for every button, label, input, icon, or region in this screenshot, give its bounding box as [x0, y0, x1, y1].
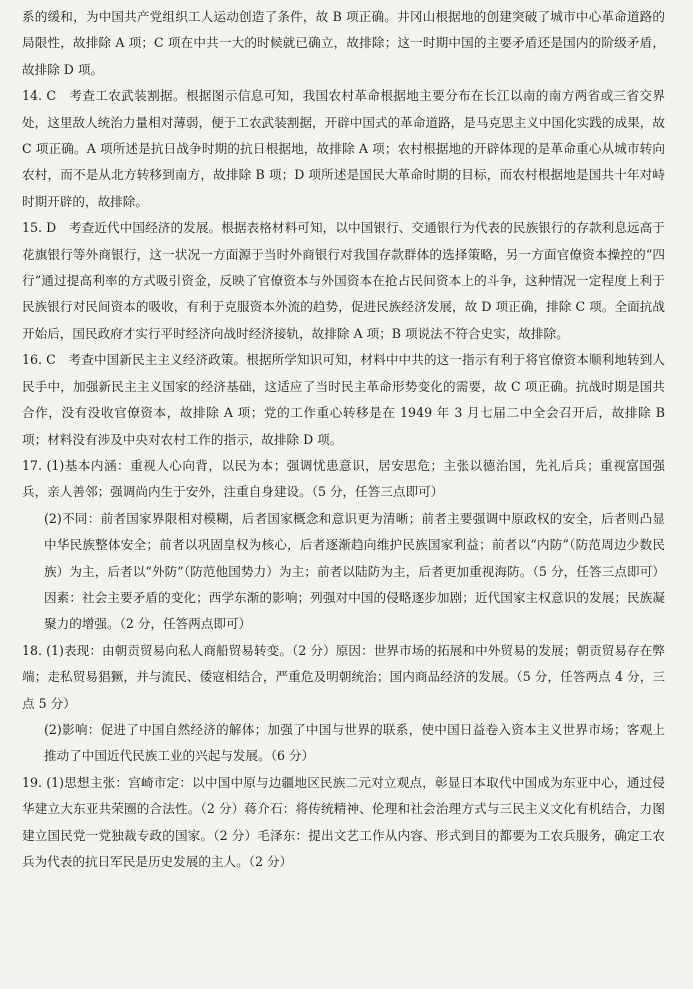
answer-17-lead: 17. [22, 457, 47, 473]
answer-14-lead: 14. C 考查工农武装割据。 [22, 88, 186, 104]
answer-14-body: 根据图示信息可知，我国农村革命根据地主要分布在长江以南的南方两省或三省交界处，这里敌人统治力量相对薄弱，便于工农武装割据，开辟中国式的革命道路，是马克思主义中国化实践的成果，故 C 项正确。A 项所述是抗日战争时期的抗日根据地，故排除 A 项；农村根据地的开辟体现的是革命重心从城市转向农村，而不是从北方转移到南方，故排除 B 项；D 项所述是国民大革命时期的目标，而农村根据地是国共十年对峙时期开辟的，故排除。 [22, 88, 666, 209]
answer-15 [22, 215, 665, 347]
answer-16-text [22, 347, 665, 453]
answer-14-text [22, 83, 665, 215]
answer-17-part1-body: (1)基本内涵：重视人心向背，以民为本；强调忧患意识，居安思危；主张以德治国，先礼后兵；重视富国强兵，亲人善邻；强调尚内生于安外，注重自身建设。（5 分，任答三点即可） [22, 457, 665, 500]
answer-15-text [22, 215, 665, 347]
answer-17-part1 [22, 453, 665, 506]
answer-19-part1 [22, 770, 665, 876]
answer-19-lead: 19. [22, 774, 47, 790]
answer-16-body: 根据所学知识可知，材料中中共的这一指示有利于将官僚资本顺利地转到人民手中，加强新民主主义国家的经济基础，这适应了当时民主革命形势变化的需要，故 C 项正确。抗战时期是国共合作，没有没收官僚资本，故排除 A 项；党的工作重心转移是在 1949 年 3 月七届二中全会召开后，故排除 B 项；材料没有涉及中央对农村工作的指示，故排除 D 项。 [22, 352, 665, 447]
answer-18-part1 [22, 638, 665, 717]
answer-18-part2: (2)影响：促进了中国自然经济的解体；加强了中国与世界的联系，使中国日益卷入资本主义世界市场；客观上推动了中国近代民族工业的兴起与发展。（6 分） [44, 721, 665, 764]
answer-15-lead: 15. D 考查近代中国经济的发展。 [22, 220, 222, 236]
answer-17-part2: (2)不同：前者国家界限相对模糊，后者国家概念和意识更为清晰；前者主要强调中原政权的安全，后者则凸显中华民族整体安全；前者以巩固皇权为核心，后者逐渐趋向维护民族国家利益；前者以“内防”（防范周边少数民族）为主，后者以“外防”（防范他国势力）为主；前者以陆防为主，后者更加重视海防。（5 分，任答三点即可）因素：社会主要矛盾的变化；西学东渐的影响；列强对中国的侵略逐步加剧；近代国家主权意识的发展；民族凝聚力的增强。（2 分，任答两点即可） [44, 510, 665, 632]
answer-18 [22, 638, 665, 770]
answer-19-part1-body: (1)思想主张：宫崎市定：以中国中原与边疆地区民族二元对立观点，彰显日本取代中国成为东亚中心，通过侵华建立大东亚共荣圈的合法性。（2 分）蒋介石：将传统精神、伦理和社会治理方式与三民主义文化有机结合，力图建立国民党一党独裁专政的国家。（2 分）毛泽东：提出文艺工作从内容、形式到目的都要为工农兵服务，确定工农兵为代表的抗日军民是历史发展的主人。（2 分） [22, 774, 665, 869]
answer-16 [22, 347, 665, 453]
answer-17 [22, 453, 665, 638]
answer-16-lead: 16. C 考查中国新民主主义经济政策。 [22, 352, 247, 368]
answer-18-part1-body: (1)表现：由朝贡贸易向私人商船贸易转变。（2 分）原因：世界市场的拓展和中外贸易的发展；朝贡贸易存在弊端；走私贸易猖獗，并与流民、倭寇相结合，严重危及明朝统治；国内商品经济的发展。（5 分，任答两点 4 分，三点 5 分） [22, 642, 665, 711]
answer-14 [22, 83, 665, 215]
continuation-paragraph: 系的缓和，为中国共产党组织工人运动创造了条件，故 B 项正确。井冈山根据地的创建突破了城市中心革命道路的局限性，故排除 A 项；C 项在中共一大的时候就已确立，故排除；这一时期中国的主要矛盾还是国内的阶级矛盾，故排除 D 项。 [22, 9, 665, 77]
answer-19 [22, 770, 665, 876]
answer-18-lead: 18. [22, 642, 47, 658]
answer-15-body: 根据表格材料可知，以中国银行、交通银行为代表的民族银行的存款利息远高于花旗银行等外商银行，这一状况一方面源于当时外商银行对我国存款群体的选择策略，另一方面官僚资本操控的“四行”通过提高利率的方式吸引资金，反映了官僚资本与外国资本在抢占民间资本上的斗争，这种情况一定程度上利于民族银行对民间资本的吸收，有利于克服资本外流的趋势，促进民族经济发展，故 D 项正确，排除 C 项。全面抗战开始后，国民政府才实行平时经济向战时经济接轨，故排除 A 项；B 项说法不符合史实，故排除。 [22, 220, 665, 341]
